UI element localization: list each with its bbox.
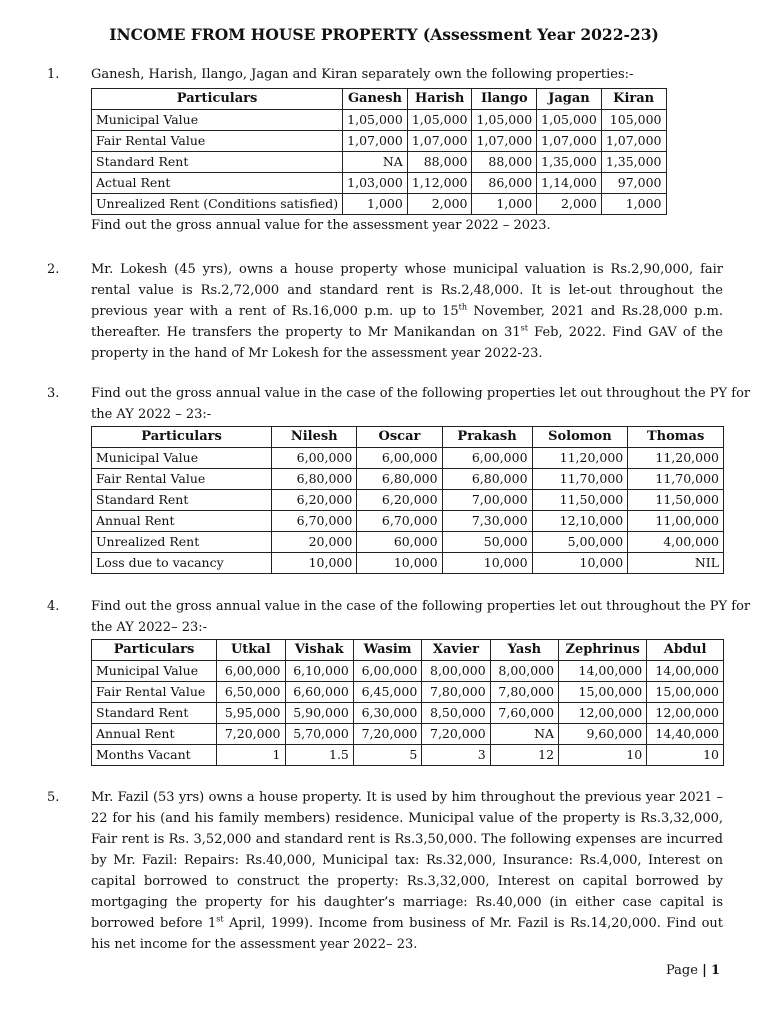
table-cell: 10,000 xyxy=(532,553,628,574)
table-cell: 11,20,000 xyxy=(628,448,724,469)
table-cell: 20,000 xyxy=(272,532,357,553)
table-cell: 6,70,000 xyxy=(357,511,442,532)
table-cell: 5,00,000 xyxy=(532,532,628,553)
text-line: borrowed to construct the property: Rs.3,32,000, Interest on capital borrowed by mortgaging the xyxy=(91,874,723,910)
table-row xyxy=(92,152,667,173)
table-cell: 7,80,000 xyxy=(490,682,558,703)
table-row xyxy=(92,682,724,703)
question-number: 5. xyxy=(47,790,60,805)
question-intro: Find out the gross annual value in the case of the following properties let out throughout the PY for xyxy=(91,599,751,614)
column-header: Abdul xyxy=(647,640,724,661)
table-row xyxy=(92,469,724,490)
question-number: 3. xyxy=(47,386,60,401)
table-cell: 11,70,000 xyxy=(532,469,628,490)
table-row xyxy=(92,532,724,553)
column-header: Ganesh xyxy=(343,89,408,110)
table-cell: 6,00,000 xyxy=(353,661,421,682)
table-cell: 8,00,000 xyxy=(490,661,558,682)
table-row xyxy=(92,448,724,469)
table-cell: 2,000 xyxy=(407,194,472,215)
column-header: Harish xyxy=(407,89,472,110)
table-cell: 1,000 xyxy=(472,194,537,215)
table-cell: 6,00,000 xyxy=(357,448,442,469)
table-cell: 5,90,000 xyxy=(285,703,353,724)
table-cell: 11,00,000 xyxy=(628,511,724,532)
table-cell: 6,60,000 xyxy=(285,682,353,703)
table-cell: 6,20,000 xyxy=(357,490,442,511)
table-cell: 1,35,000 xyxy=(537,152,602,173)
table-cell: 15,00,000 xyxy=(559,682,647,703)
text-line: property for his daughter’s marriage: Rs.40,000 (in either case capital is borrowed before 1 xyxy=(91,895,724,931)
table-row xyxy=(92,490,724,511)
column-header: Oscar xyxy=(357,427,442,448)
table-row xyxy=(92,661,724,682)
table-row xyxy=(92,131,667,152)
text-line: Mr. Lokesh (45 yrs), owns a house property whose municipal valuation is Rs.2,90,000, fair rental xyxy=(91,262,723,298)
table-row xyxy=(92,194,667,215)
table-cell: 12,10,000 xyxy=(532,511,628,532)
page-number: 1 xyxy=(710,963,720,978)
table-cell: NA xyxy=(343,152,408,173)
row-label: Annual Rent xyxy=(92,511,272,532)
table-cell: 7,20,000 xyxy=(422,724,490,745)
table-cell: 50,000 xyxy=(442,532,532,553)
row-label: Fair Rental Value xyxy=(92,682,217,703)
row-label: Unrealized Rent (Conditions satisfied) xyxy=(92,194,343,215)
text-line: assessment year 2022– 23. xyxy=(239,937,418,952)
table-row xyxy=(92,745,724,766)
table-cell: 88,000 xyxy=(407,152,472,173)
column-header: Particulars xyxy=(92,640,217,661)
table-cell: 6,10,000 xyxy=(285,661,353,682)
table-cell: 14,00,000 xyxy=(559,661,647,682)
table-cell: 1,07,000 xyxy=(601,131,666,152)
table-cell: 86,000 xyxy=(472,173,537,194)
column-header: Yash xyxy=(490,640,558,661)
table-cell: 1,07,000 xyxy=(407,131,472,152)
table-cell: 2,000 xyxy=(537,194,602,215)
table-cell: 14,40,000 xyxy=(647,724,724,745)
table-cell: 11,20,000 xyxy=(532,448,628,469)
table-cell: 1,14,000 xyxy=(537,173,602,194)
table-cell: 6,00,000 xyxy=(272,448,357,469)
table-cell: 1,000 xyxy=(601,194,666,215)
table-cell: 8,50,000 xyxy=(422,703,490,724)
table-cell: 14,00,000 xyxy=(647,661,724,682)
table-cell: 1.5 xyxy=(285,745,353,766)
table-cell: 7,60,000 xyxy=(490,703,558,724)
page-title: INCOME FROM HOUSE PROPERTY (Assessment Year 2022-23) xyxy=(109,25,659,44)
question-intro: the AY 2022 – 23:- xyxy=(91,407,212,422)
row-label: Annual Rent xyxy=(92,724,217,745)
properties-table-1 xyxy=(91,88,667,215)
table-header-row xyxy=(92,640,724,661)
table-cell: 4,00,000 xyxy=(628,532,724,553)
table-cell: 11,50,000 xyxy=(532,490,628,511)
table-cell: 1,07,000 xyxy=(537,131,602,152)
row-label: Actual Rent xyxy=(92,173,343,194)
table-cell: 7,30,000 xyxy=(442,511,532,532)
column-header: Wasim xyxy=(353,640,421,661)
table-cell: 10 xyxy=(559,745,647,766)
column-header: Nilesh xyxy=(272,427,357,448)
column-header: Kiran xyxy=(601,89,666,110)
table-cell: 7,80,000 xyxy=(422,682,490,703)
row-label: Standard Rent xyxy=(92,152,343,173)
row-label: Standard Rent xyxy=(92,703,217,724)
table-cell: 6,45,000 xyxy=(353,682,421,703)
table-cell: 1,05,000 xyxy=(537,110,602,131)
table-cell: 88,000 xyxy=(472,152,537,173)
table-cell: 5 xyxy=(353,745,421,766)
superscript: th xyxy=(458,302,467,312)
table-cell: 6,30,000 xyxy=(353,703,421,724)
text-line: April, xyxy=(223,916,266,931)
table-cell: 5,70,000 xyxy=(285,724,353,745)
table-cell: 15,00,000 xyxy=(647,682,724,703)
table-cell: 8,00,000 xyxy=(422,661,490,682)
footer-label: Page xyxy=(666,963,698,978)
text-line: Feb, 2022. Find GAV of the property in the hand of Mr Lokesh xyxy=(91,325,723,361)
question-intro: Ganesh, Harish, Ilango, Jagan and Kiran separately own the following properties:- xyxy=(91,67,634,82)
question-intro: the AY 2022– 23:- xyxy=(91,620,208,635)
table-cell: 12,00,000 xyxy=(647,703,724,724)
table-cell: NA xyxy=(490,724,558,745)
question-number: 2. xyxy=(47,262,60,277)
column-header: Particulars xyxy=(92,427,272,448)
table-cell: 1,000 xyxy=(343,194,408,215)
row-label: Unrealized Rent xyxy=(92,532,272,553)
row-label: Standard Rent xyxy=(92,490,272,511)
table-cell: 1,05,000 xyxy=(343,110,408,131)
table-cell: 9,60,000 xyxy=(559,724,647,745)
question-text xyxy=(91,259,723,364)
table-cell: 1,35,000 xyxy=(601,152,666,173)
footer-separator: | xyxy=(702,963,707,978)
table-row xyxy=(92,724,724,745)
column-header: Thomas xyxy=(628,427,724,448)
table-cell: 1,05,000 xyxy=(407,110,472,131)
table-cell: 1,07,000 xyxy=(472,131,537,152)
table-cell: 6,00,000 xyxy=(217,661,285,682)
column-header: Ilango xyxy=(472,89,537,110)
table-cell: 10 xyxy=(647,745,724,766)
table-cell: 12,00,000 xyxy=(559,703,647,724)
table-cell: 60,000 xyxy=(357,532,442,553)
text-line: a rent of Rs.16,000 p.m. up to 15 xyxy=(224,304,459,319)
page-footer xyxy=(666,960,720,981)
text-line: for his (and his family members) residence. Municipal value of the property is Rs.3,32,000, Fair xyxy=(91,811,724,847)
table-cell: 12 xyxy=(490,745,558,766)
table-cell: 7,00,000 xyxy=(442,490,532,511)
table-cell: 3 xyxy=(422,745,490,766)
properties-table-4 xyxy=(91,639,724,766)
text-line: rent is Rs. 3,52,000 and standard rent is Rs.3,50,000. The following expenses are incurred by Mr. xyxy=(91,832,723,868)
column-header: Xavier xyxy=(422,640,490,661)
table-cell: 97,000 xyxy=(601,173,666,194)
column-header: Vishak xyxy=(285,640,353,661)
question-number: 4. xyxy=(47,599,60,614)
text-line: Fazil: Repairs: Rs.40,000, Municipal tax: Rs.32,000, Insurance: Rs.4,000, Interest on capital xyxy=(91,853,724,889)
table-cell: 6,80,000 xyxy=(272,469,357,490)
question-outro: Find out the gross annual value for the assessment year 2022 – 2023. xyxy=(91,218,551,233)
table-cell: 7,20,000 xyxy=(353,724,421,745)
column-header: Prakash xyxy=(442,427,532,448)
table-cell: 11,70,000 xyxy=(628,469,724,490)
row-label: Fair Rental Value xyxy=(92,469,272,490)
table-row xyxy=(92,173,667,194)
table-cell: 6,70,000 xyxy=(272,511,357,532)
table-cell: 10,000 xyxy=(272,553,357,574)
table-cell: 6,80,000 xyxy=(442,469,532,490)
table-row xyxy=(92,703,724,724)
table-header-row xyxy=(92,427,724,448)
row-label: Municipal Value xyxy=(92,110,343,131)
row-label: Months Vacant xyxy=(92,745,217,766)
text-line: November, 2021 and Rs.28,000 p.m. thereafter. He transfers the xyxy=(91,304,723,340)
table-cell: 7,20,000 xyxy=(217,724,285,745)
question-number: 1. xyxy=(47,67,60,82)
table-cell: 105,000 xyxy=(601,110,666,131)
table-cell: 6,50,000 xyxy=(217,682,285,703)
question-text xyxy=(91,787,723,955)
table-cell: 1 xyxy=(217,745,285,766)
table-cell: NIL xyxy=(628,553,724,574)
column-header: Jagan xyxy=(537,89,602,110)
column-header: Utkal xyxy=(217,640,285,661)
row-label: Fair Rental Value xyxy=(92,131,343,152)
column-header: Particulars xyxy=(92,89,343,110)
table-cell: 6,80,000 xyxy=(357,469,442,490)
table-cell: 11,50,000 xyxy=(628,490,724,511)
table-row xyxy=(92,553,724,574)
text-line: value is Rs.2,72,000 and standard rent is Rs.2,48,000. It is let-out throughout the previous year with xyxy=(91,283,723,319)
table-cell: 5,95,000 xyxy=(217,703,285,724)
properties-table-3 xyxy=(91,426,724,574)
column-header: Solomon xyxy=(532,427,628,448)
row-label: Loss due to vacancy xyxy=(92,553,272,574)
text-line: Mr. Fazil (53 yrs) owns a house property. It is used by him throughout the previous year 2021 – 22 xyxy=(91,790,723,826)
question-intro: Find out the gross annual value in the case of the following properties let out throughout the PY for xyxy=(91,386,751,401)
table-cell: 1,03,000 xyxy=(343,173,408,194)
table-cell: 6,00,000 xyxy=(442,448,532,469)
column-header: Zephrinus xyxy=(559,640,647,661)
table-cell: 1,12,000 xyxy=(407,173,472,194)
table-cell: 1,07,000 xyxy=(343,131,408,152)
text-line: property to Mr Manikandan on 31 xyxy=(285,325,521,340)
table-row xyxy=(92,110,667,131)
table-row xyxy=(92,511,724,532)
row-label: Municipal Value xyxy=(92,661,217,682)
table-cell: 1,05,000 xyxy=(472,110,537,131)
text-line: 1999). Income from business of Mr. Fazil is Rs.14,20,000. Find out his net income for the xyxy=(91,916,723,952)
text-line: for the assessment year 2022-23. xyxy=(322,346,543,361)
table-cell: 6,20,000 xyxy=(272,490,357,511)
table-header-row xyxy=(92,89,667,110)
table-cell: 10,000 xyxy=(357,553,442,574)
table-cell: 10,000 xyxy=(442,553,532,574)
superscript: st xyxy=(216,914,224,924)
superscript: st xyxy=(520,323,528,333)
row-label: Municipal Value xyxy=(92,448,272,469)
